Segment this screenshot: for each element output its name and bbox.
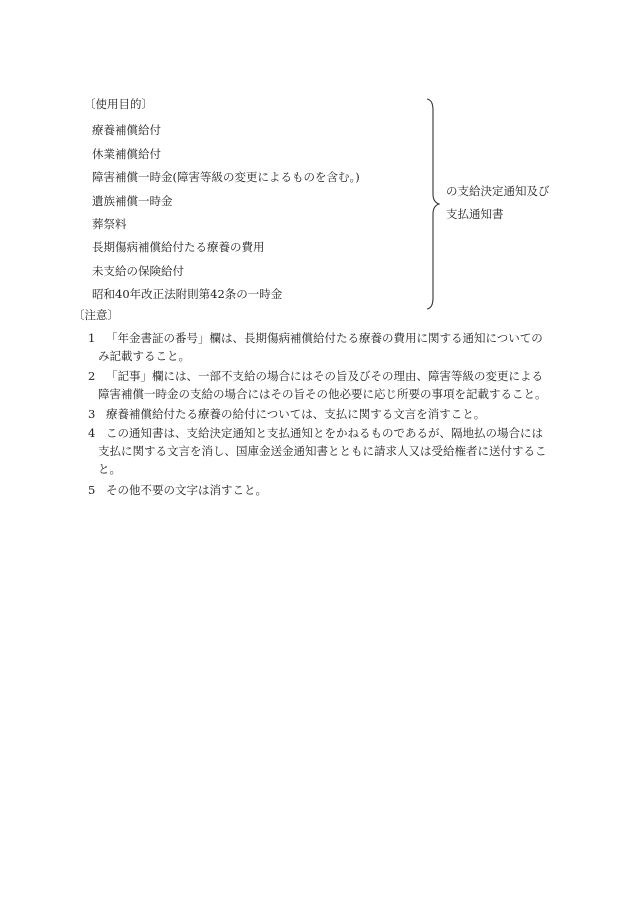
note-item <box>88 367 556 403</box>
note-number: 1 <box>88 331 96 345</box>
note-text: その他不要の文字は消すこと。 <box>106 483 267 497</box>
purpose-item: 遺族補償一時金 <box>92 194 173 208</box>
note-text-continued: み記載すること。 <box>98 349 190 363</box>
curly-brace <box>426 98 440 310</box>
decision-notice-line: の支給決定通知及び <box>446 184 550 198</box>
purpose-item: 療養補償給付 <box>92 123 161 137</box>
notes-heading: 〔注意〕 <box>73 308 119 322</box>
note-text: 「年金書証の番号」欄は、長期傷病補償給付たる療養の費用に関する通知についての <box>106 331 543 345</box>
note-item <box>88 424 556 478</box>
decision-notice-label <box>446 180 550 226</box>
note-item <box>88 405 556 423</box>
note-number: 3 <box>88 407 96 421</box>
purpose-item: 未支給の保険給付 <box>92 264 184 278</box>
purpose-item: 長期傷病補償給付たる療養の費用 <box>92 240 265 254</box>
note-item <box>88 481 556 499</box>
note-text-continued: と。 <box>98 462 121 476</box>
note-number: 2 <box>88 369 96 383</box>
note-number: 5 <box>88 483 96 497</box>
purpose-item: 障害補償一時金(障害等級の変更によるものを含む。) <box>92 170 360 184</box>
note-text: この通知書は、支給決定通知と支払通知とをかねるものであるが、隔地払の場合には <box>106 426 543 440</box>
note-text-continued: 障害補償一時金の支給の場合にはその旨その他必要に応じ所要の事項を記載すること。 <box>98 387 547 401</box>
note-text: 療養補償給付たる療養の給付については、支払に関する文言を消すこと。 <box>106 407 486 421</box>
decision-notice-line: 支払通知書 <box>446 207 504 221</box>
purpose-heading: 〔使用目的〕 <box>84 97 153 111</box>
purpose-item: 葬祭料 <box>92 217 127 231</box>
purpose-item: 休業補償給付 <box>92 147 161 161</box>
note-number: 4 <box>88 426 96 440</box>
purpose-item: 昭和40年改正法附則第42条の一時金 <box>92 287 283 301</box>
note-text-continued: 支払に関する文言を消し、国庫金送金通知書とともに請求人又は受給権者に送付するこ <box>98 444 547 458</box>
note-text: 「記事」欄には、一部不支給の場合にはその旨及びその理由、障害等級の変更による <box>106 369 543 383</box>
note-item <box>88 329 556 365</box>
